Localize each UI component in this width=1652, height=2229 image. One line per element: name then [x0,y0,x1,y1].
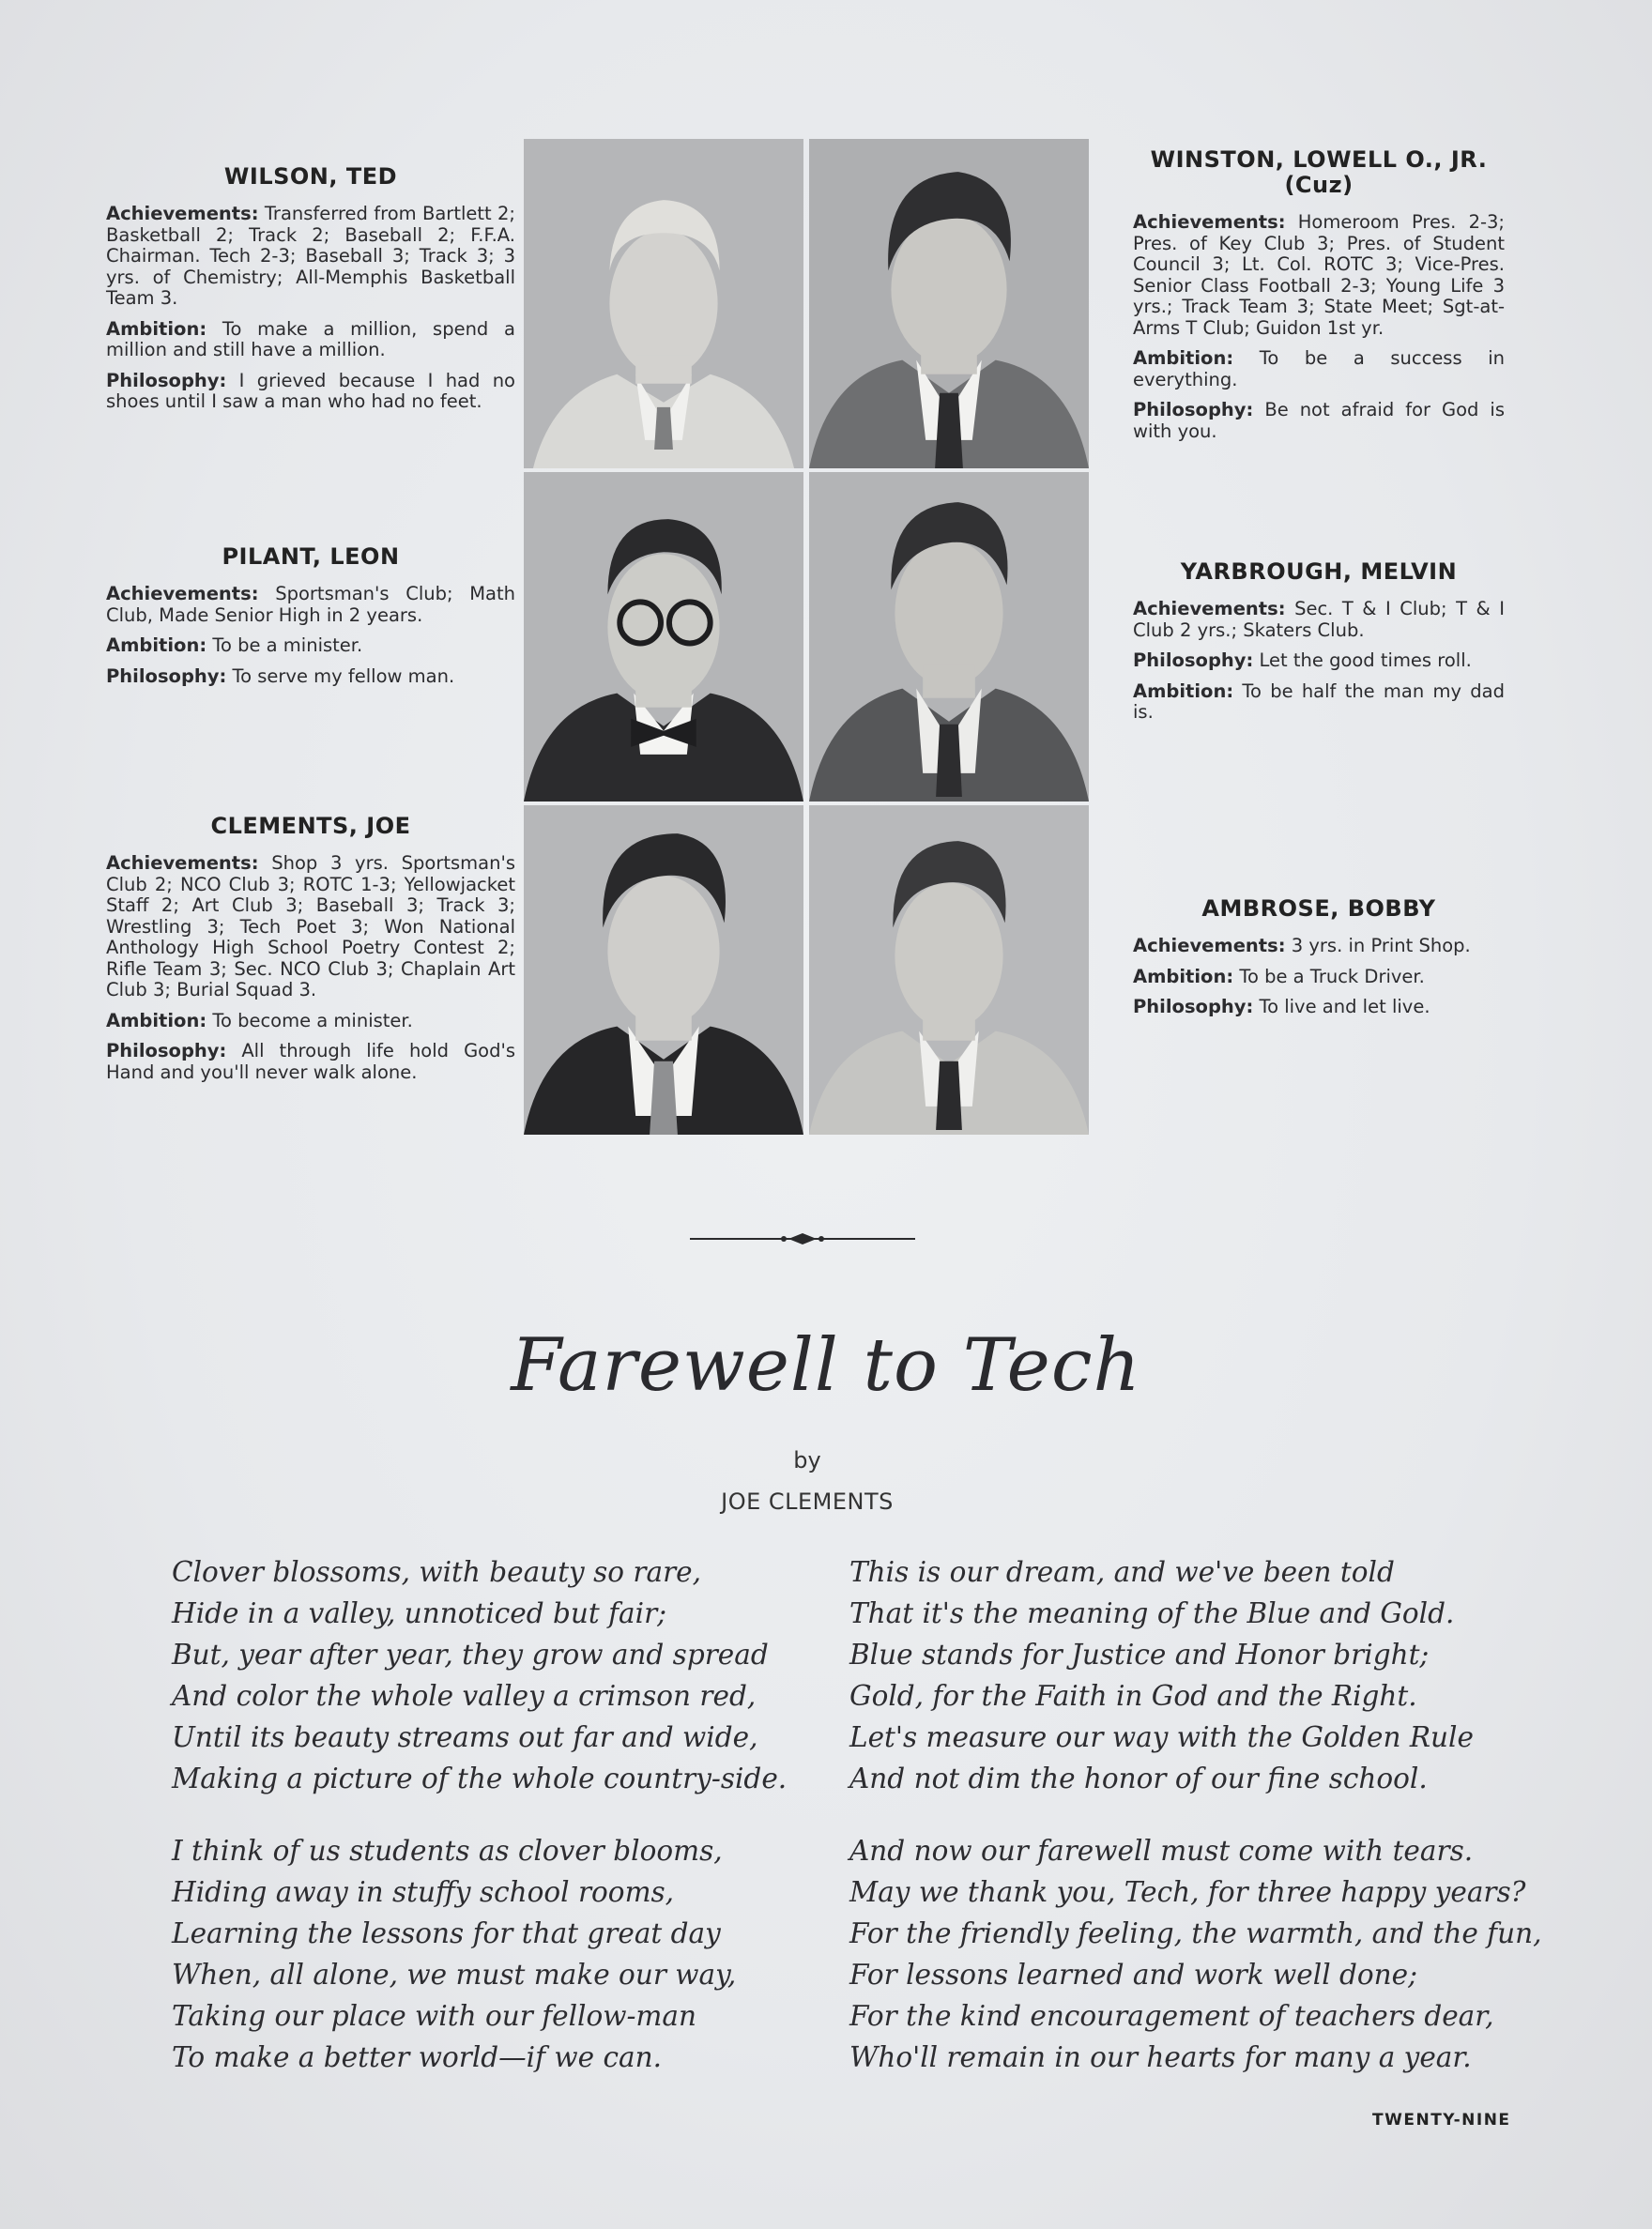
portrait-pilant [524,472,803,802]
ornamental-divider [690,1231,915,1246]
poem-byline: by [793,1447,821,1473]
poem-line: Let's measure our way with the Golden Rule [849,1721,1474,1753]
poem-line: For lessons learned and work well done; [849,1959,1418,1991]
poem-author: JOE CLEMENTS [721,1489,894,1515]
achievements-label: Achievements: [1133,598,1286,619]
poem-line: Gold, for the Faith in God and the Right. [849,1680,1417,1712]
ambition-text: To be half the man my dad is. [1133,679,1505,723]
poem-line: Taking our place with our fellow-man [172,2000,696,2032]
poem-line: And not dim the honor of our fine school. [849,1763,1428,1794]
portrait-yarbrough [809,472,1089,802]
ambition-label: Ambition: [1133,347,1234,369]
poem-line: And now our farewell must come with tears. [849,1835,1474,1867]
philosophy-text: To serve my fellow man. [232,664,455,687]
student-entry-yarbrough [1133,559,1505,733]
philosophy-label: Philosophy: [1133,649,1254,671]
philosophy-label: Philosophy: [106,369,227,391]
student-name: CLEMENTS, JOE [210,813,411,839]
student-name: PILANT, LEON [222,543,400,570]
poem-stanza-3 [849,1551,1474,1799]
achievements-label: Achievements: [1133,935,1286,956]
poem-line: This is our dream, and we've been told [849,1556,1395,1588]
ambition-text: To make a million, spend a million and still have a million. [106,317,515,360]
ambition-text: To be a Truck Driver. [1239,965,1425,987]
poem-line: Who'll remain in our hearts for many a year. [849,2041,1472,2073]
student-name: YARBROUGH, MELVIN [1180,558,1458,585]
achievements-text: Homeroom Pres. 2-3; Pres. of Key Club 3; Pres. of Student Council 3; Lt. Col. ROTC 3; Vice-Pres. Senior Class Football 2-3; Young Life 3 yrs.; Track Team 3; State Meet; Sgt-at-Arms T Club; Guidon 1st yr. [1133,211,1505,339]
poem-line: For the kind encouragement of teachers dear, [849,2000,1494,2032]
poem-line: Hiding away in stuffy school rooms, [172,1876,675,1908]
poem-stanza-2 [172,1830,736,2078]
philosophy-label: Philosophy: [1133,996,1254,1017]
ambition-label: Ambition: [106,317,207,340]
poem-line: May we thank you, Tech, for three happy years? [849,1876,1526,1908]
student-entry-wilson [106,164,515,422]
achievements-text: Shop 3 yrs. Sportsman's Club 2; NCO Club 3; ROTC 1-3; Yellowjacket Staff 2; Art Club 3; Baseball 3; Track 3; Wrestling 3; Tech Poet 3; Won National Anthology High School Poetry Contest 2; Rifle Team 3; Sec. NCO Club 3; Chaplain Art Club 3; Burial Squad 3. [106,852,515,1000]
student-entry-ambrose [1133,896,1505,1028]
portrait-ambrose [809,805,1089,1135]
achievements-label: Achievements: [1133,211,1286,233]
poem-line: Until its beauty streams out far and wide, [172,1721,758,1753]
student-name-text: WINSTON, LOWELL O., JR. [1150,146,1488,173]
student-entry-winston [1133,147,1505,451]
portrait-wilson [524,139,803,468]
achievements-label: Achievements: [106,203,259,224]
student-name: AMBROSE, BOBBY [1201,895,1436,922]
student-name [1133,147,1505,198]
page-number: TWENTY-NINE [1372,2111,1511,2130]
poem-line: That it's the meaning of the Blue and Gold. [849,1597,1455,1629]
student-nickname: (Cuz) [1284,172,1354,198]
poem-line: When, all alone, we must make our way, [172,1959,737,1991]
student-name: WILSON, TED [223,163,398,190]
poem-line: Hide in a valley, unnoticed but fair; [172,1597,667,1629]
philosophy-text: Be not afraid for God is with you. [1133,399,1506,442]
poem-line: I think of us students as clover blooms, [172,1835,723,1867]
poem-line: But, year after year, they grow and spread [172,1639,769,1671]
ambition-label: Ambition: [1133,679,1234,702]
student-entry-clements [106,814,515,1092]
philosophy-text: All through life hold God's Hand and you'll never walk alone. [106,1040,516,1083]
achievements-label: Achievements: [106,583,259,604]
ambition-text: To become a minister. [212,1009,413,1031]
ambition-label: Ambition: [1133,965,1234,987]
philosophy-label: Philosophy: [1133,399,1254,420]
philosophy-text: I grieved because I had no shoes until I saw a man who had no feet. [106,369,515,412]
philosophy-text: Let the good times roll. [1259,649,1472,671]
poem-line: Making a picture of the whole country-side. [172,1763,788,1794]
philosophy-label: Philosophy: [106,664,227,687]
poem-title: Farewell to Tech [511,1323,1141,1408]
poem-line: For the friendly feeling, the warmth, and the fun, [849,1917,1542,1949]
ambition-label: Ambition: [106,1009,207,1031]
achievements-label: Achievements: [106,852,259,874]
poem-line: Clover blossoms, with beauty so rare, [172,1556,702,1588]
philosophy-text: To live and let live. [1259,996,1430,1017]
achievements-text: Sportsman's Club; Math Club, Made Senior High in 2 years. [106,583,515,626]
philosophy-label: Philosophy: [106,1040,227,1061]
poem-line: To make a better world—if we can. [172,2041,662,2073]
ambition-text: To be a minister. [212,634,363,656]
achievements-text: 3 yrs. in Print Shop. [1291,935,1471,956]
poem-line: Learning the lessons for that great day [172,1917,721,1949]
achievements-text: Transferred from Bartlett 2; Basketball 2; Track 2; Baseball 2; F.F.A. Chairman. Tech 2-3; Baseball 3; Track 3; 3 yrs. of Chemistry; All-Memphis Basketball Team 3. [106,203,515,309]
poem-stanza-1 [172,1551,787,1799]
ambition-label: Ambition: [106,634,207,656]
portrait-clements [524,805,803,1135]
achievements-text: Sec. T & I Club; T & I Club 2 yrs.; Skaters Club. [1133,598,1505,641]
poem-line: And color the whole valley a crimson red, [172,1680,757,1712]
portrait-winston [809,139,1089,468]
portrait-grid [524,139,1091,1137]
student-entry-pilant [106,544,515,696]
poem-stanza-4 [849,1830,1541,2078]
ambition-text: To be a success in everything. [1133,347,1505,390]
poem-line: Blue stands for Justice and Honor bright; [849,1639,1430,1671]
